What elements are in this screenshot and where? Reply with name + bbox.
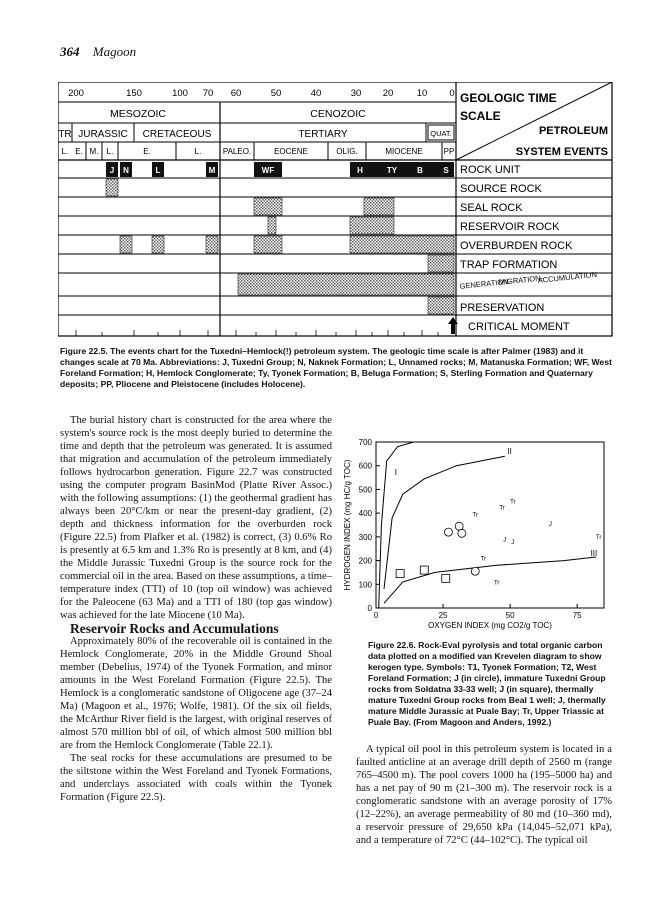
overburden-bar-3 bbox=[206, 236, 218, 253]
epoch-paleocene: PALEO. bbox=[222, 147, 252, 156]
j-square-point bbox=[442, 574, 450, 582]
row-accumulation: ACCUMULATION bbox=[537, 269, 598, 285]
page-number: 364 bbox=[60, 44, 80, 59]
tick-60: 60 bbox=[230, 88, 242, 99]
y-tick-label: 600 bbox=[358, 461, 372, 471]
row-reservoir-rock: RESERVOIR ROCK bbox=[460, 221, 560, 233]
page-header bbox=[60, 44, 136, 60]
unit-wf: WF bbox=[261, 166, 275, 175]
epoch-late-cretaceous: L. bbox=[194, 147, 202, 156]
overburden-bar-2 bbox=[152, 236, 164, 253]
epoch-eocene: EOCENE bbox=[274, 147, 308, 156]
row-migration: MIGRATION- bbox=[498, 273, 544, 287]
y-tick-label: 0 bbox=[367, 604, 372, 613]
tr-point: Tr bbox=[480, 556, 487, 563]
tick-150: 150 bbox=[126, 88, 142, 99]
tr-point: Tr bbox=[493, 580, 500, 587]
x-tick-label: 25 bbox=[438, 611, 448, 620]
tr-point: J bbox=[548, 522, 552, 529]
y-axis-label: HYDROGEN INDEX (mg HC/g TOC) bbox=[343, 459, 352, 591]
events-chart-figure bbox=[58, 82, 618, 340]
source-rock-bar bbox=[106, 179, 118, 196]
j-circle-point bbox=[471, 567, 479, 575]
j-circle-point bbox=[444, 528, 452, 536]
unit-h: H bbox=[357, 166, 363, 175]
row-source-rock: SOURCE ROCK bbox=[460, 183, 542, 195]
row-overburden-rock: OVERBURDEN ROCK bbox=[460, 240, 573, 252]
tr-point: J bbox=[511, 539, 515, 546]
y-tick-label: 300 bbox=[358, 532, 372, 542]
row-rock-unit: ROCK UNIT bbox=[460, 164, 521, 176]
corner-geologic-time: GEOLOGIC TIME bbox=[460, 91, 557, 105]
unit-j: J bbox=[109, 166, 115, 175]
reservoir-paragraph: Approximately 80% of the recoverable oil is contained in the Hemlock Conglomerate, 20% in the Middle Ground Shoal member (Debelius, 1974) of the Tyonek Formation, and minor amounts in the West Foreland Formation (Figure 22.5). The Hemlock is a conglomeratic sandstone of Oligocene age (37–24 Ma) (Magoon et al., 1976; Wolfe, 1981). Of the six oil fields, the McArthur River field is the largest, with original reserves of almost 570 million bbl of oil, of which almost 500 million bbl are from the Hemlock Conglomerate (Table 22.1). bbox=[60, 636, 332, 751]
oil-pool-paragraph: A typical oil pool in this petroleum system is located in a faulted anticline at an average drill depth of 2560 m (range 765–4500 m). The pool covers 1000 ha (195–5000 ha) and has a net pay of 90 m (21–300 m). The reservoir rock is a conglomeratic sandstone with an average porosity of 17% (12–22%), an average permeability of 80 md (10–360 md), a reservoir pressure of 29,650 kPa (14,045–52,071 kPa), and a temperature of 72°C (44–102°C). The typical oil bbox=[356, 744, 612, 846]
row-preservation: PRESERVATION bbox=[460, 302, 545, 314]
overburden-bar-5 bbox=[350, 236, 454, 253]
figure-caption-22-6: Figure 22.6. Rock-Eval pyrolysis and total organic carbon data plotted on a modified van Krevelen diagram to show kerogen type. Symbols: T1, Tyonek Formation; T2, West Foreland Formation; J (in circle), immature Tuxedni Group rocks from Soldatna 33-33 well; J (in square), thermally mature Tuxedni Group rocks from Beal 1 well; J, thermally mature Middle Jurassic at Puale Bay; Tr, Upper Triassic at Puale Bay. (From Magoon and Anders, 1992.) bbox=[368, 640, 606, 727]
period-cretaceous: CRETACEOUS bbox=[142, 129, 212, 140]
figure-caption-22-5: Figure 22.5. The events chart for the Tuxedni–Hemlock(!) petroleum system. The geologic time scale is after Palmer (1983) and it changes scale at 70 Ma. Abbreviations: J, Tuxedni Group; N, Naknek Formation; L, Unnamed rocks; M, Matanuska Formation; WF, West Foreland Formation; H, Hemlock Conglomerate; Ty, Tyonek Formation; B, Beluga Formation; S, Sterling Formation and Quaternary deposits; PP, Pliocene and Pleistocene (includes Holocene). bbox=[60, 346, 612, 389]
j-point: J bbox=[503, 537, 507, 544]
y-tick-label: 400 bbox=[358, 509, 372, 519]
j-point: Tr bbox=[595, 535, 602, 542]
row-generation: GENERATION- bbox=[459, 276, 512, 291]
rock-unit-blocks bbox=[106, 162, 454, 177]
plot-frame bbox=[376, 442, 604, 608]
tick-70: 70 bbox=[202, 88, 214, 99]
chart-frame bbox=[58, 82, 612, 336]
y-tick-label: 200 bbox=[358, 556, 372, 566]
overburden-bar-1 bbox=[120, 236, 132, 253]
tick-30: 30 bbox=[350, 88, 362, 99]
tick-50: 50 bbox=[270, 88, 282, 99]
j-square-point bbox=[396, 570, 404, 578]
unit-b: B bbox=[417, 166, 423, 175]
unit-ty: TY bbox=[386, 166, 398, 175]
row-critical-moment: CRITICAL MOMENT bbox=[468, 321, 570, 333]
section-heading: Reservoir Rocks and Accumulations bbox=[70, 621, 279, 636]
row-trap-formation: TRAP FORMATION bbox=[460, 259, 558, 271]
y-tick-label: 100 bbox=[358, 580, 372, 590]
y-tick-label: 700 bbox=[358, 438, 372, 447]
left-column bbox=[60, 414, 332, 804]
kerogen-curve-iii bbox=[384, 557, 596, 603]
reservoir-bar-wf bbox=[268, 217, 276, 234]
j-square-point bbox=[420, 566, 428, 574]
generation-bar bbox=[238, 274, 454, 295]
reservoir-bar-hemlock bbox=[350, 217, 394, 234]
unit-n: N bbox=[123, 166, 129, 175]
x-tick-label: 75 bbox=[572, 611, 582, 620]
epoch-miocene: MIOCENE bbox=[385, 147, 423, 156]
corner-petroleum: PETROLEUM bbox=[538, 125, 608, 137]
tick-20: 20 bbox=[382, 88, 394, 99]
corner-scale: SCALE bbox=[460, 109, 501, 123]
era-cenozoic: CENOZOIC bbox=[310, 108, 366, 120]
unit-l: L bbox=[155, 166, 161, 175]
unit-s: S bbox=[443, 166, 449, 175]
period-jurassic: JURASSIC bbox=[78, 129, 128, 140]
tr-point: Tr bbox=[510, 499, 516, 506]
time-tick-labels bbox=[68, 88, 455, 99]
period-quaternary: QUAT. bbox=[430, 129, 452, 138]
corner-system-events: SYSTEM EVENTS bbox=[515, 146, 608, 158]
seal-bar-tyonek bbox=[364, 198, 394, 215]
tick-200: 200 bbox=[68, 88, 84, 99]
critical-moment-ticks bbox=[76, 330, 438, 336]
unit-m: M bbox=[208, 166, 216, 175]
epoch-late-triassic: L. bbox=[61, 147, 69, 156]
period-triassic: TR bbox=[58, 129, 72, 140]
epoch-oligocene: OLIG. bbox=[336, 147, 358, 156]
epoch-plio-pleistocene: PP bbox=[443, 147, 455, 156]
overburden-bar-4 bbox=[254, 236, 282, 253]
period-tertiary: TERTIARY bbox=[298, 129, 348, 140]
x-axis-label: OXYGEN INDEX (mg CO2/g TOC) bbox=[428, 621, 552, 630]
epoch-early-cretaceous: E. bbox=[143, 147, 151, 156]
curve-label-iii: III bbox=[590, 548, 598, 558]
tick-40: 40 bbox=[310, 88, 322, 99]
row-seal-rock: SEAL ROCK bbox=[460, 202, 523, 214]
x-tick-label: 0 bbox=[373, 611, 379, 620]
j-circle-point bbox=[458, 529, 466, 537]
j-point: Tr bbox=[499, 505, 505, 512]
curve-label-ii: II bbox=[507, 446, 512, 456]
curve-label-i: I bbox=[394, 468, 398, 478]
running-title: Magoon bbox=[92, 44, 137, 59]
seal-bar-wf bbox=[254, 198, 282, 215]
kerogen-plot bbox=[340, 430, 612, 630]
epoch-late-jurassic: L. bbox=[106, 147, 114, 156]
trap-formation-bar bbox=[428, 255, 454, 272]
kerogen-curve-ii bbox=[384, 456, 505, 589]
right-column bbox=[356, 743, 612, 847]
tick-100: 100 bbox=[172, 88, 188, 99]
tick-10: 10 bbox=[416, 88, 428, 99]
epoch-early-jurassic: E. bbox=[75, 147, 83, 156]
preservation-bar bbox=[428, 297, 454, 314]
tick-0: 0 bbox=[449, 88, 455, 99]
kerogen-curve-i bbox=[379, 442, 414, 608]
epoch-middle-jurassic: M. bbox=[89, 147, 99, 156]
burial-history-paragraph: The burial history chart is constructed for the area where the system's source rock is the most deeply buried to determine the time and depth that the petroleum was generated. It is assumed that migration and accumulation of the petroleum immediately follows hydrocarbon generation. Figure 22.7 was constructed using the computer program BasinMod (Platte River Assoc.) with the following assumptions: (1) the geothermal gradient has always been 20°C/km or near the present-day gradient, (2) depth and thickness information for the overburden rock (Figure 22.5) from Plafker et al. (1982) is correct, (3) 0.6% Ro is presently at 6.5 km and 1.3% Ro is presently at 8 km, and (4) the Middle Jurassic Tuxedni Group is the source rock for the commercial oil in the area. Based on these assumptions, a time–temperature index (TTI) of 10 (top oil window) was achieved for the Paleocene (63 Ma) and a TTI of 180 (top gas window) was achieved for the late Miocene (10 Ma). bbox=[60, 415, 332, 621]
seal-paragraph: The seal rocks for these accumulations are presumed to be the siltstone within the West Foreland and Tyonek Formations, and underclays associated with coals within the Tyonek Formation (Figure 22.5). bbox=[60, 753, 332, 803]
tr-point: Tr bbox=[472, 512, 478, 519]
era-mesozoic: MESOZOIC bbox=[109, 108, 167, 120]
y-tick-label: 500 bbox=[358, 485, 372, 495]
x-tick-label: 50 bbox=[505, 611, 515, 620]
